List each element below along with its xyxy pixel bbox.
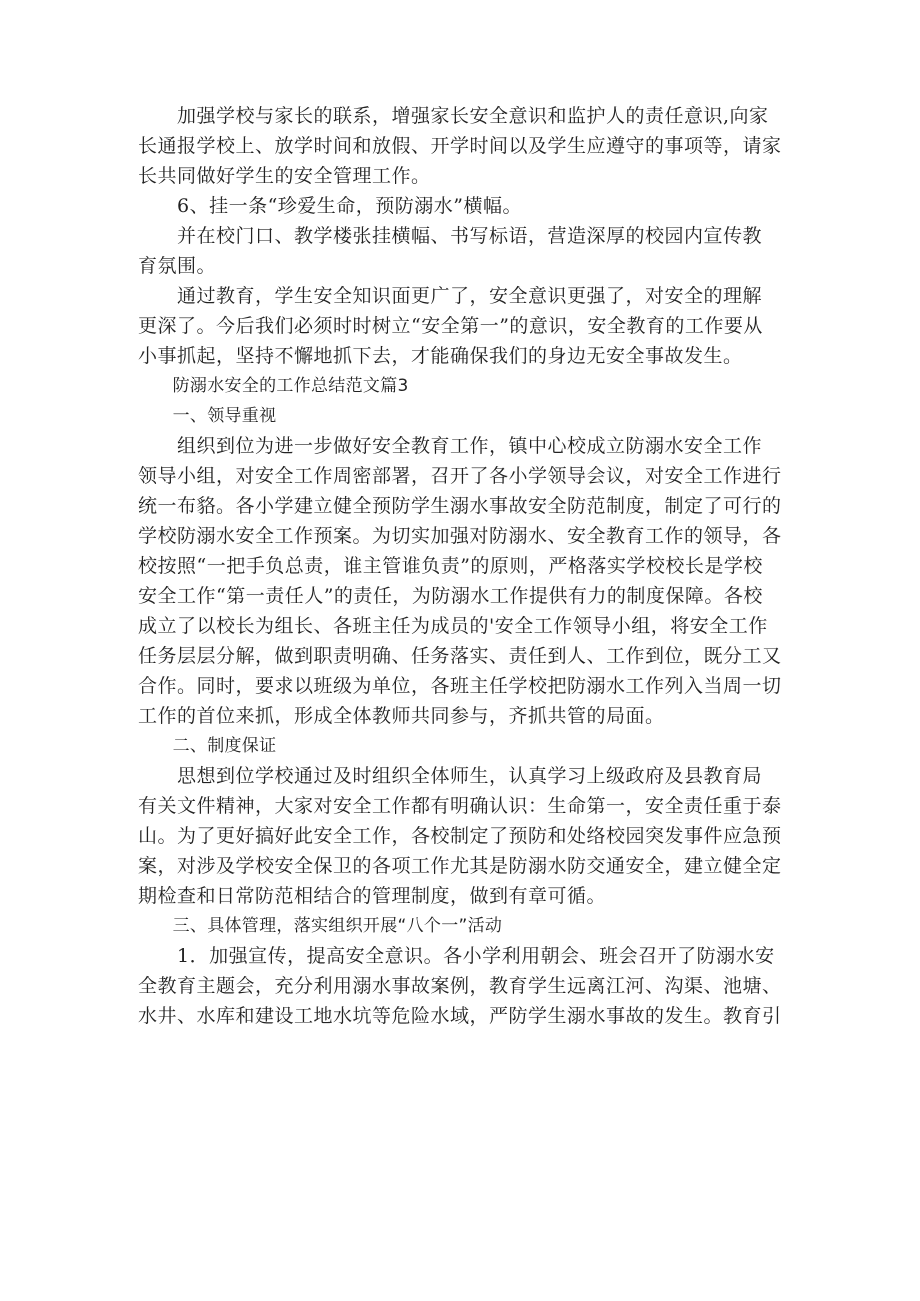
- text-line: 工作的首位来抓，形成全体教师共同参与，齐抓共管的局面。: [138, 705, 665, 727]
- text-line: 统一布貉。各小学建立健全预防学生溺水事故安全防范制度，制定了可行的: [138, 495, 782, 517]
- text-line: 并在校门口、教学楼张挂横幅、书写标语，营造深厚的校园内宣传教: [138, 225, 763, 247]
- text-line: 小事抓起，坚持不懈地抓下去，才能确保我们的身边无安全事故发生。: [138, 345, 743, 367]
- text-line: 组织到位为进一步做好安全教育工作，镇中心校成立防溺水安全工作: [138, 435, 763, 457]
- section-title: 防溺水安全的工作总结范文篇3: [138, 376, 409, 396]
- text-line: 6、挂一条“珍爱生命，预防溺水”横幅。: [138, 195, 523, 217]
- text-line: 有关文件精神，大家对安全工作都有明确认识：生命第一，安全责任重于泰: [138, 795, 782, 817]
- text-line: 合作。同时，要求以班级为单位，各班主任学校把防溺水工作列入当周一切: [138, 675, 782, 697]
- section-heading: 一、领导重视: [138, 406, 277, 426]
- text-line: 任务层层分解，做到职责明确、任务落实、责任到人、工作到位，既分工又: [138, 645, 782, 667]
- text-line: 案，对涉及学校安全保卫的各项工作尤其是防溺水防交通安全，建立健全定: [138, 855, 782, 877]
- text-line: 校按照“一把手负总责，谁主管谁负责”的原则，严格落实学校校长是学校: [138, 555, 763, 577]
- text-line: 思想到位学校通过及时组织全体师生，认真学习上级政府及县教育局: [138, 765, 763, 787]
- text-line: 长共同做好学生的安全管理工作。: [138, 165, 431, 187]
- text-line: 期检查和日常防范相结合的管理制度，做到有章可循。: [138, 885, 607, 907]
- document-page: [138, 101, 792, 1031]
- text-line: 安全工作“第一责任人”的责任，为防溺水工作提供有力的制度保障。各校: [138, 585, 763, 607]
- text-line: 成立了以校长为组长、各班主任为成员的'安全工作领导小组，将安全工作: [138, 615, 768, 637]
- text-line: 长通报学校上、放学时间和放假、开学时间以及学生应遵守的事项等，请家: [138, 135, 782, 157]
- text-line: 育氛围。: [138, 255, 217, 277]
- text-line: 学校防溺水安全工作预案。为切实加强对防溺水、安全教育工作的领导，各: [138, 525, 782, 547]
- text-line: 1．加强宣传，提高安全意识。各小学利用朝会、班会召开了防溺水安: [138, 945, 775, 967]
- text-line: 通过教育，学生安全知识面更广了，安全意识更强了，对安全的理解: [138, 285, 763, 307]
- text-line: 水井、水库和建设工地水坑等危险水域，严防学生溺水事故的发生。教育引: [138, 1005, 782, 1027]
- section-heading: 三、具体管理，落实组织开展“八个一”活动: [138, 916, 503, 936]
- text-line: 加强学校与家长的联系，增强家长安全意识和监护人的责任意识,向家: [138, 105, 769, 127]
- text-line: 山。为了更好搞好此安全工作，各校制定了预防和处络校园突发事件应急预: [138, 825, 782, 847]
- section-heading: 二、制度保证: [138, 736, 277, 756]
- text-line: 全教育主题会，充分利用溺水事故案例，教育学生远离江河、沟渠、池塘、: [138, 975, 782, 997]
- text-line: 领导小组，对安全工作周密部署，召开了各小学领导会议，对安全工作进行: [138, 465, 782, 487]
- text-line: 更深了。今后我们必须时时树立“安全第一”的意识，安全教育的工作要从: [138, 315, 763, 337]
